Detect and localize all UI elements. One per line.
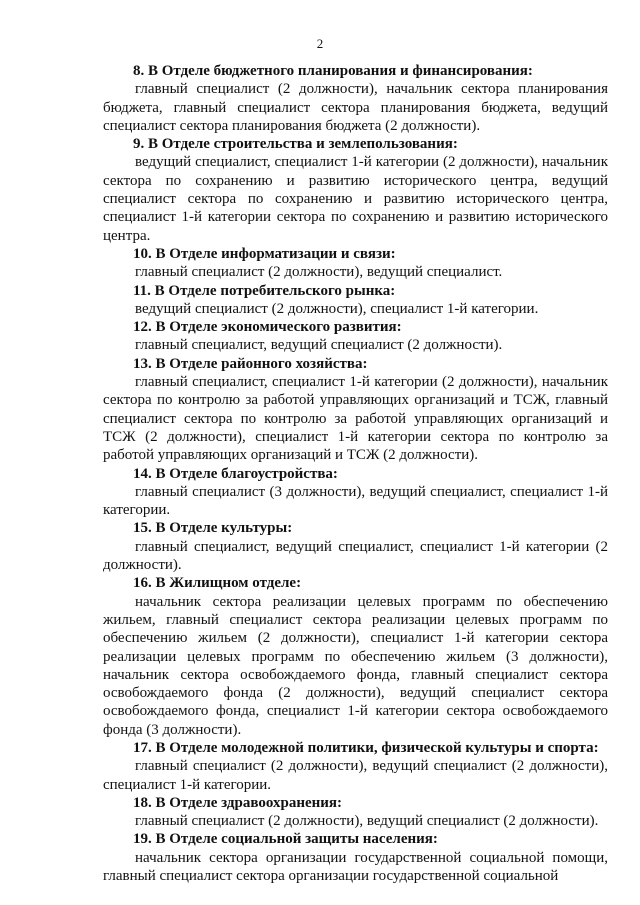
section-heading: 15. В Отделе культуры: — [133, 520, 293, 537]
section-text: главный специалист (3 должности), ведущий специалист, специалист 1-й категории. — [103, 483, 608, 519]
section-heading: 8. В Отделе бюджетного планирования и финансирования: — [133, 63, 533, 79]
section-heading: 18. В Отделе здравоохранения: — [133, 794, 343, 811]
section-heading: 13. В Отделе районного хозяйства: — [133, 355, 368, 372]
section-text: главный специалист (2 должности), ведущий специалист (2 должности), специалист 1-й категории. — [103, 758, 608, 793]
section-text: главный специалист (2 должности), начальник сектора планирования бюджета, главный специалист сектора планирования бюджета, ведущий специалист сектора планирования бюджета (2 должности). — [103, 81, 608, 134]
section-text: начальник сектора организации государственной социальной помощи, главный специалист сектора организации государственной социальной — [103, 849, 608, 885]
section-text: ведущий специалист (2 должности), специалист 1-й категории. — [135, 300, 539, 317]
section-heading: 10. В Отделе информатизации и связи: — [133, 245, 396, 262]
section-heading: 16. В Жилищном отделе: — [133, 575, 302, 592]
section-heading: 19. В Отделе социальной защиты населения: — [133, 831, 438, 848]
section-heading: 11. В Отделе потребительского рынка: — [133, 282, 396, 299]
section-text: главный специалист (2 должности), ведущий специалист. — [135, 264, 503, 281]
page-number: 2 — [316, 36, 324, 51]
section-text: главный специалист, специалист 1-й категории (2 должности), начальник сектора по контролю за работой управляющих организаций и ТСЖ, главный специалист сектора по контролю за работой управляющих организаций и ТСЖ (2 должности), специалист 1-й категории сектора по контролю за работой управляющих организаций и ТСЖ (2 должности). — [103, 374, 608, 464]
section-text: главный специалист, ведущий специалист (2 должности). — [135, 337, 503, 354]
section-text: главный специалист, ведущий специалист, специалист 1-й категории (2 должности). — [103, 538, 608, 574]
document-body — [103, 62, 608, 885]
section-text: начальник сектора реализации целевых программ по обеспечению жильем, главный специалист сектора реализации целевых программ по обеспечению жильем (2 должности), специалист 1-й категории сектора реализации целевых программ по обеспечению жильем (3 должности), начальник сектора освобождаемого фонда, главный специалист сектора освобождаемого фонда (2 должности), ведущий специалист сектора освобождаемого фонда, специалист 1-й категории сектора освобождаемого фонда (3 должности). — [103, 593, 608, 738]
section-heading: 14. В Отделе благоустройства: — [133, 465, 338, 482]
section-text: ведущий специалист, специалист 1-й категории (2 должности), начальник сектора по сохранению и развитию исторического центра, ведущий специалист сектора по сохранению и развитию исторического центра, специалист 1-й категории сектора по сохранению и развитию исторического центра. — [103, 154, 608, 244]
section-text: главный специалист (2 должности), ведущий специалист (2 должности). — [135, 813, 599, 830]
section-heading: 17. В Отделе молодежной политики, физической культуры и спорта: — [133, 739, 599, 756]
section-heading: 9. В Отделе строительства и землепользования: — [133, 136, 458, 153]
section-heading: 12. В Отделе экономического развития: — [133, 319, 402, 336]
